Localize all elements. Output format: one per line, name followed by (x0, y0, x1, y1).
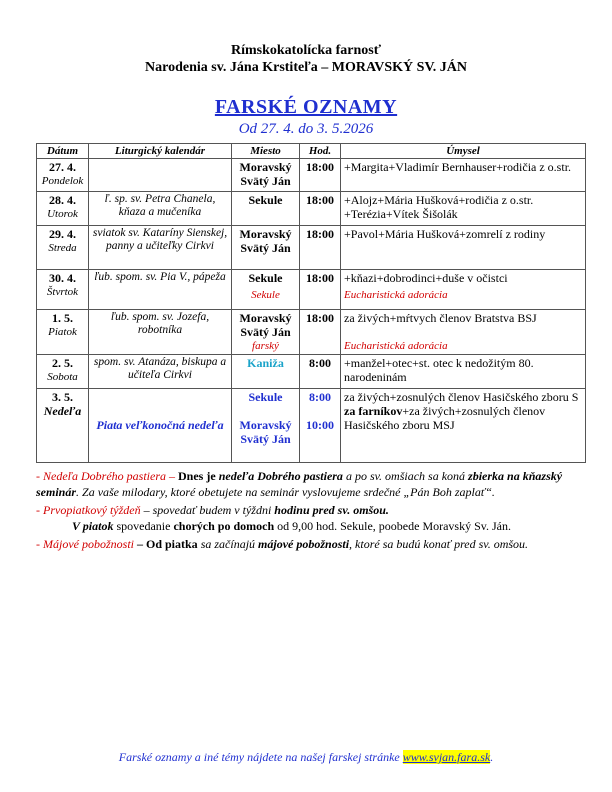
place-cell: Moravský Svätý Ján (232, 159, 300, 192)
intention-cell: +Margita+Vladimír Bernhauser+rodičia z o.str. (341, 159, 586, 192)
table-row (37, 355, 586, 389)
parish-name: Rímskokatolícka farnosť (230, 43, 382, 58)
hour-cell: 18:00 (300, 310, 341, 355)
hour-cell: 18:00 (300, 159, 341, 192)
note-text: májové pobožnosti (258, 537, 350, 551)
place-cell: Kaniža (232, 355, 300, 389)
date: 2. 5. (52, 356, 73, 370)
note-text: sa začínajú (197, 537, 259, 551)
intention: za živých+mŕtvych členov Bratstva BSJ (344, 311, 537, 325)
intention-cell (341, 310, 586, 355)
intention-1: za živých+zosnulých členov Hasičského zboru S (344, 390, 579, 404)
note-may-devotions (36, 536, 586, 552)
intention-cell: +manžel+otec+st. otec k nedožitým 80. narodeninám (341, 355, 586, 389)
liturgy-cell: spom. sv. Atanáza, biskupa a učiteľa Cirkvi (89, 355, 232, 389)
table-row (37, 192, 586, 226)
col-intention: Úmysel (341, 144, 586, 159)
place: Moravský Svätý Ján (239, 311, 292, 339)
place-cell (232, 270, 300, 310)
date-cell (37, 192, 89, 226)
hour-1: 8:00 (309, 390, 331, 404)
weekday: Nedeľa (43, 404, 82, 418)
table-header-row (37, 144, 586, 159)
page-title: FARSKÉ OZNAMY (214, 96, 398, 118)
liturgy-cell: Piata veľkonočná nedeľa (89, 389, 232, 463)
table-row (37, 310, 586, 355)
website-link[interactable]: www.svjan.fara.sk (402, 750, 491, 764)
weekday: Streda (48, 242, 77, 254)
schedule-table (36, 143, 586, 463)
table-row (37, 159, 586, 192)
note-text: zbierka na kňazský seminár (36, 469, 563, 499)
date-cell (37, 226, 89, 270)
hour-cell: 8:00 (300, 355, 341, 389)
note-first-friday (36, 502, 586, 518)
footer-text: Farské oznamy a iné témy nájdete na našej farskej stránke (118, 750, 403, 764)
note-heading: - Prvopiatkový týždeň (36, 503, 141, 517)
adoration-note: Eucharistická adorácia (344, 289, 448, 301)
intention-cell (341, 389, 586, 463)
col-place: Miesto (232, 144, 300, 159)
note-text: nedeľa Dobrého pastiera (218, 469, 343, 483)
liturgy-cell: ľ. sp. sv. Petra Chanela, kňaza a mučeníka (89, 192, 232, 226)
footer (0, 750, 612, 765)
date-cell (37, 159, 89, 192)
date-cell (37, 270, 89, 310)
note-text: V piatok (72, 519, 114, 533)
place-note: farský (252, 340, 279, 352)
note-good-shepherd (36, 468, 586, 500)
note-text: , ktoré sa budú konať pred sv. omšou. (349, 537, 529, 551)
note-text: a po sv. omšiach sa koná (342, 469, 469, 483)
note-text: spovedanie (113, 519, 174, 533)
date-cell (37, 355, 89, 389)
note-text: . Za vaše milodary, ktoré obetujete na seminár vyslovujeme srdečné „Pán Boh zaplať“. (76, 485, 495, 499)
intention-2: +za živých+zosnulých členov Hasičského zboru MSJ (344, 404, 546, 432)
place-cell (232, 310, 300, 355)
note-text: – spovedať budem v týždni (140, 503, 275, 517)
note-text: od 9,00 hod. Sekule, poobede Moravský Sv. Ján. (274, 519, 511, 533)
intention-cell: +Alojz+Mária Hušková+rodičia z o.str. +Terézia+Vítek Šišolák (341, 192, 586, 226)
date: 27. 4. (49, 160, 76, 174)
hour-cell: 18:00 (300, 192, 341, 226)
note-text: chorých po domoch (173, 519, 275, 533)
col-liturgy: Liturgický kalendár (89, 144, 232, 159)
note-text: hodinu pred sv. omšou. (274, 503, 389, 517)
hour-2: 10:00 (306, 418, 334, 432)
place-cell (232, 389, 300, 463)
intention-2-bold: za farníkov (344, 404, 403, 418)
note-heading: - Nedeľa Dobrého pastiera – (36, 469, 179, 483)
intention-cell: +Pavol+Mária Hušková+zomrelí z rodiny (341, 226, 586, 270)
weekday: Utorok (47, 208, 78, 220)
note-heading: - Májové pobožnosti (36, 537, 134, 551)
date: 29. 4. (49, 227, 76, 241)
adoration-place: Sekule (251, 289, 280, 301)
place-cell: Moravský Svätý Ján (232, 226, 300, 270)
date: 28. 4. (49, 193, 76, 207)
col-hour: Hod. (300, 144, 341, 159)
footer-end: . (490, 750, 494, 764)
table-row (37, 226, 586, 270)
adoration-note: Eucharistická adorácia (344, 340, 448, 352)
announcements (36, 468, 586, 552)
date: 30. 4. (49, 271, 76, 285)
place-1: Sekule (248, 390, 283, 404)
date-range: Od 27. 4. do 3. 5.2026 (238, 121, 374, 137)
parish-subtitle: Narodenia sv. Jána Krstiteľa – MORAVSKÝ SV. JÁN (145, 60, 467, 75)
date: 3. 5. (52, 390, 73, 404)
date: 1. 5. (52, 311, 73, 325)
col-date: Dátum (37, 144, 89, 159)
liturgy-cell: ľub. spom. sv. Pia V., pápeža (89, 270, 232, 310)
place-2: Moravský Svätý Ján (239, 418, 292, 446)
weekday: Pondelok (41, 175, 84, 187)
weekday: Sobota (47, 371, 78, 383)
weekday: Piatok (48, 326, 77, 338)
date-cell (37, 310, 89, 355)
intention: +kňazi+dobrodinci+duše v očistci (344, 271, 508, 285)
weekday: Štvrtok (46, 286, 79, 298)
note-text: – Od piatka (134, 537, 198, 551)
hour-cell: 18:00 (300, 226, 341, 270)
place-cell: Sekule (232, 192, 300, 226)
note-text: Dnes je (178, 469, 219, 483)
liturgy-cell: ľub. spom. sv. Jozefa, robotníka (89, 310, 232, 355)
hour-cell (300, 389, 341, 463)
date-cell (37, 389, 89, 463)
liturgy-cell (89, 159, 232, 192)
intention-cell (341, 270, 586, 310)
liturgy-cell: sviatok sv. Kataríny Sienskej, panny a učiteľky Cirkvi (89, 226, 232, 270)
hour-cell: 18:00 (300, 270, 341, 310)
table-row (37, 270, 586, 310)
table-row (37, 389, 586, 463)
place: Sekule (248, 271, 283, 285)
note-friday-confession (36, 518, 586, 534)
